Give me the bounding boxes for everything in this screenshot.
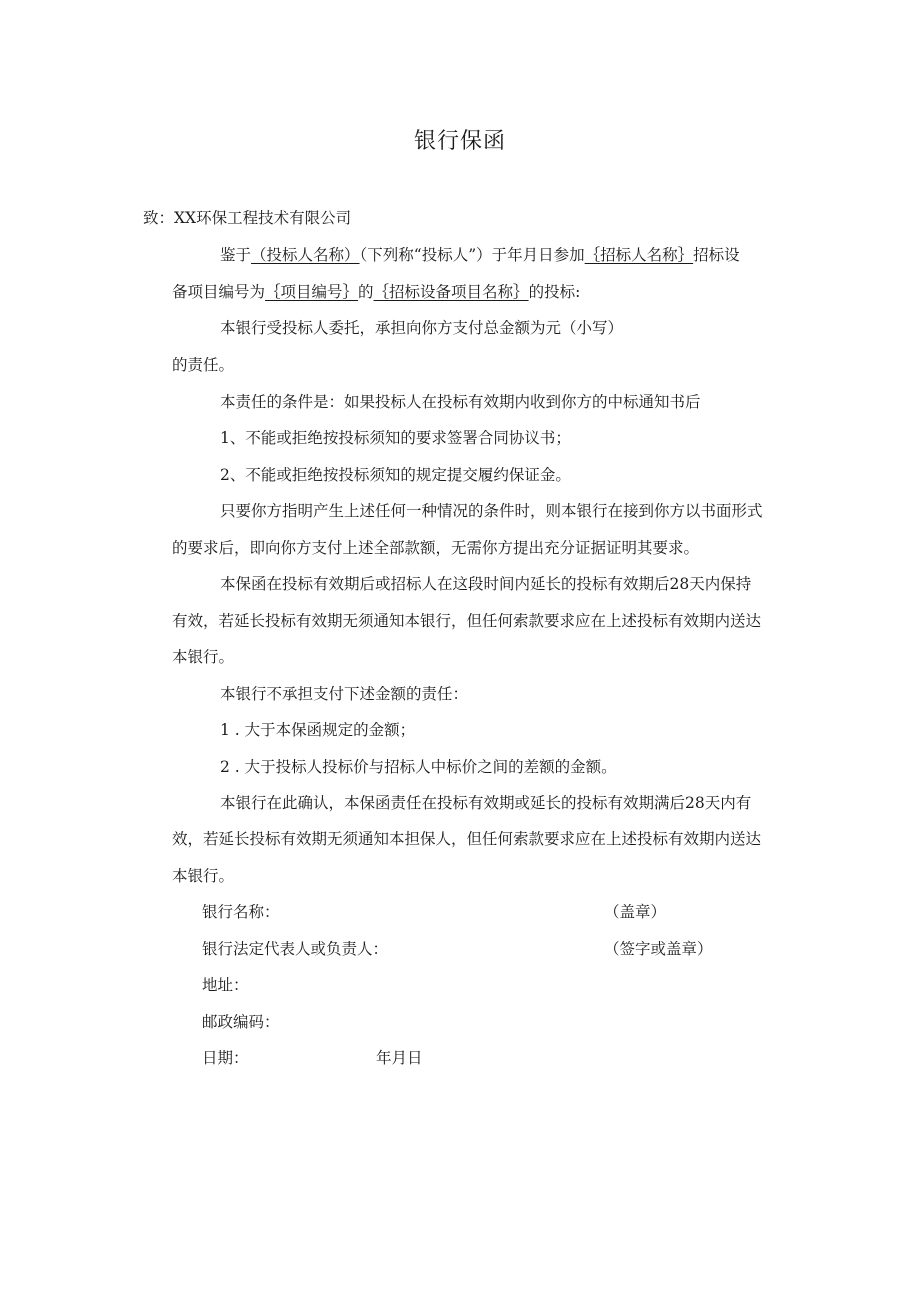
paragraph-7-line-3: 本银行。 xyxy=(172,867,235,885)
paragraph-1-line-1 xyxy=(220,245,740,265)
tenderer-name-field: ｛招标人名称｝ xyxy=(584,246,694,264)
sign-or-seal-label: （签字或盖章） xyxy=(604,940,713,958)
paragraph-2-line-1: 本银行受投标人委托，承担向你方支付总金额为元（小写） xyxy=(220,319,624,337)
p1-text-a: 鉴于 xyxy=(220,246,252,264)
paragraph-4-line-2: 的要求后，即向你方支付上述全部款额，无需你方提出充分证据证明其要求。 xyxy=(172,539,700,557)
bidder-name-field: （投标人名称） xyxy=(251,246,360,264)
p1-text-e: 的 xyxy=(358,283,374,301)
exclusion-2: 2 . 大于投标人投标价与招标人中标价之间的差额的金额。 xyxy=(220,758,617,776)
p1-text-d: 备项目编号为 xyxy=(172,283,266,301)
legal-representative-label: 银行法定代表人或负责人： xyxy=(202,940,389,958)
p1-text-c: 招标设 xyxy=(693,246,740,264)
bank-name-label: 银行名称： xyxy=(202,903,280,921)
address-label: 地址： xyxy=(202,976,249,994)
recipient-line: 致：XX环保工程技术有限公司 xyxy=(143,209,352,227)
paragraph-6: 本银行不承担支付下述金额的责任： xyxy=(220,685,469,703)
project-name-field: ｛招标设备项目名称｝ xyxy=(373,283,529,301)
condition-2: 2、不能或拒绝按投标须知的规定提交履约保证金。 xyxy=(220,466,571,484)
paragraph-5-line-2: 有效，若延长投标有效期无须通知本银行，但任何索款要求应在上述投标有效期内送达 xyxy=(172,612,762,630)
project-number-field: ｛项目编号｝ xyxy=(265,283,359,301)
paragraph-5-line-3: 本银行。 xyxy=(172,648,235,666)
paragraph-4-line-1: 只要你方指明产生上述任何一种情况的条件时，则本银行在接到你方以书面形式 xyxy=(220,502,763,520)
seal-label: （盖章） xyxy=(604,903,667,921)
paragraph-7-line-2: 效，若延长投标有效期无须通知本担保人，但任何索款要求应在上述投标有效期内送达 xyxy=(172,830,762,848)
paragraph-7-line-1: 本银行在此确认，本保函责任在投标有效期或延长的投标有效期满后28天内有 xyxy=(220,794,752,812)
paragraph-2-line-2: 的责任。 xyxy=(172,356,235,374)
paragraph-1-line-2 xyxy=(172,282,580,302)
paragraph-3: 本责任的条件是：如果投标人在投标有效期内收到你方的中标通知书后 xyxy=(220,393,701,411)
p1-text-f: 的投标: xyxy=(528,283,581,301)
exclusion-1: 1 . 大于本保函规定的金额； xyxy=(220,721,416,739)
document-title: 银行保函 xyxy=(413,129,506,154)
condition-1: 1、不能或拒绝按投标须知的要求签署合同协议书； xyxy=(220,429,571,447)
date-label: 日期： xyxy=(202,1049,249,1067)
postcode-label: 邮政编码： xyxy=(202,1013,280,1031)
p1-text-b: （下列称“投标人”）于年月日参加 xyxy=(359,246,585,264)
date-value: 年月日 xyxy=(376,1049,423,1067)
paragraph-5-line-1: 本保函在投标有效期后或招标人在这段时间内延长的投标有效期后28天内保持 xyxy=(220,575,752,593)
